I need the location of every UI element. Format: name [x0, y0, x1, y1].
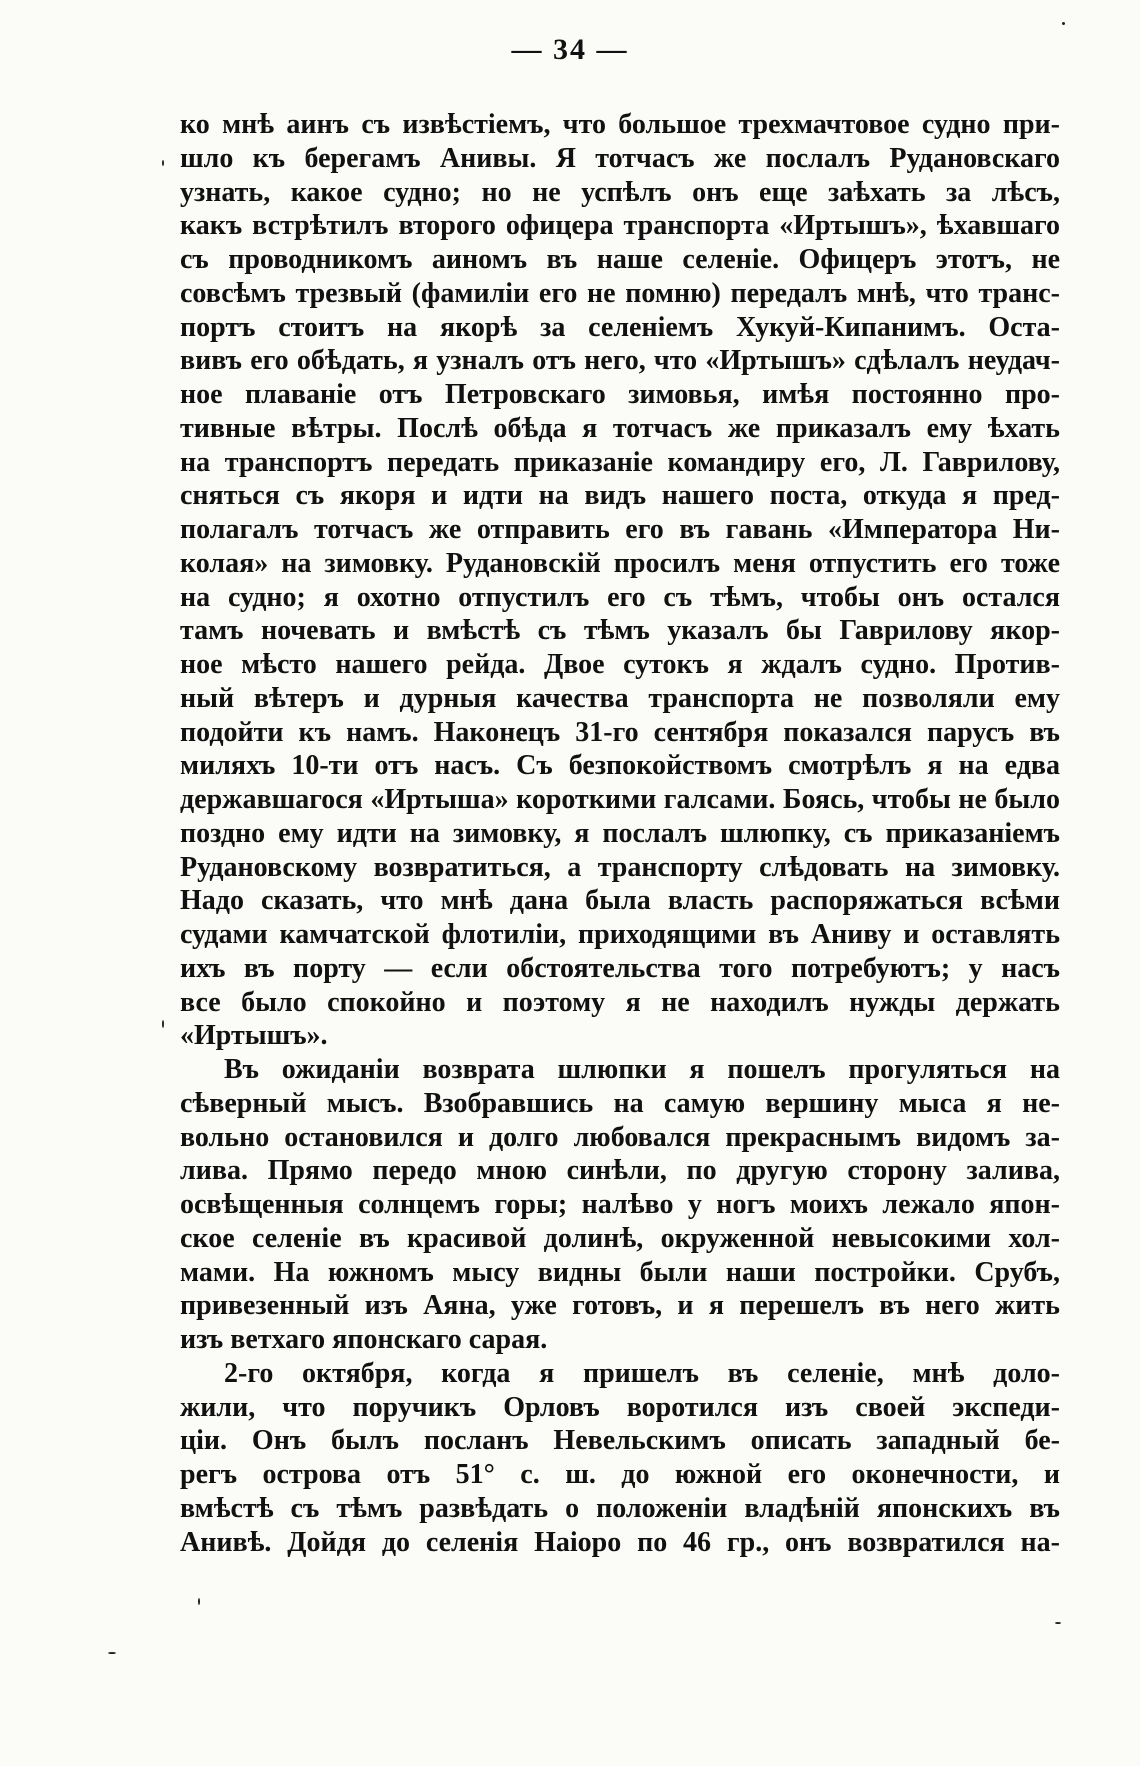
text-line: на судно; я охотно отпустилъ его съ тѣмъ, чтобы онъ остался — [180, 581, 1060, 613]
paragraph-start-line: 2-го октября, когда я пришелъ въ селеніе, мнѣ доло- — [224, 1357, 1060, 1389]
text-line: сняться съ якоря и идти на видъ нашего поста, откуда я пред- — [180, 480, 1060, 512]
scan-speck — [162, 1020, 164, 1028]
text-line: ный вѣтеръ и дурныя качества транспорта не позволяли ему — [180, 682, 1060, 714]
text-line: какъ встрѣтилъ второго офицера транспорта «Иртышъ», ѣхавшаго — [180, 210, 1060, 242]
text-line: ихъ въ порту — если обстоятельства того потребуютъ; у насъ — [180, 952, 1060, 984]
text-line: вольно остановился и долго любовался прекраснымъ видомъ за- — [180, 1121, 1060, 1153]
text-line: Надо сказать, что мнѣ дана была власть распоряжаться всѣми — [180, 885, 1060, 917]
text-line: подойти къ намъ. Наконецъ 31-го сентября показался парусъ въ — [180, 716, 1060, 748]
text-line: ціи. Онъ былъ посланъ Невельскимъ описать западный бе- — [180, 1425, 1060, 1457]
text-line: вивъ его обѣдать, я узналъ отъ него, что «Иртышъ» сдѣлалъ неудач- — [180, 345, 1060, 377]
text-line: шло къ берегамъ Анивы. Я тотчасъ же послалъ Рудановскаго — [180, 142, 1060, 174]
text-line: совсѣмъ трезвый (фамиліи его не помню) передалъ мнѣ, что транс- — [180, 277, 1060, 309]
text-line: на транспортъ передать приказаніе командиру его, Л. Гаврилову, — [180, 446, 1060, 478]
text-line: узнать, какое судно; но не успѣлъ онъ еще заѣхать за лѣсъ, — [180, 176, 1060, 208]
text-line: мами. На южномъ мысу видны были наши постройки. Срубъ, — [180, 1256, 1060, 1288]
text-line: полагалъ тотчасъ же отправить его въ гавань «Императора Ни- — [180, 514, 1060, 545]
text-line: регъ острова отъ 51° с. ш. до южной его оконечности, и — [180, 1459, 1060, 1490]
text-line: тивные вѣтры. Послѣ обѣда я тотчасъ же приказалъ ему ѣхать — [180, 412, 1060, 444]
text-line: ное мѣсто нашего рейда. Двое сутокъ я ждалъ судно. Против- — [180, 649, 1060, 680]
text-line: освѣщенныя солнцемъ горы; налѣво у ногъ моихъ лежало япон- — [180, 1189, 1060, 1220]
text-line: миляхъ 10-ти отъ насъ. Съ безпокойствомъ смотрѣлъ я на едва — [180, 750, 1060, 782]
text-line: сѣверный мысъ. Взобравшись на самую вершину мыса я не- — [180, 1087, 1060, 1119]
text-line: жили, что поручикъ Орловъ воротился изъ своей экспеди- — [180, 1391, 1060, 1423]
scan-speck — [108, 1652, 116, 1654]
text-line: съ проводникомъ аиномъ въ наше селеніе. Офицеръ этотъ, не — [180, 244, 1060, 275]
text-line: колая» на зимовку. Рудановскій просилъ меня отпустить его тоже — [180, 547, 1060, 579]
scan-speck — [198, 1598, 200, 1605]
text-line: все было спокойно и поэтому я не находилъ нужды держать — [180, 986, 1060, 1018]
scan-speck — [1062, 22, 1065, 25]
text-line: ко мнѣ аинъ съ извѣстіемъ, что большое трехмачтовое судно при- — [180, 109, 1060, 140]
text-line: Анивѣ. Дойдя до селенія Наіоро по 46 гр., онъ возвратился на- — [180, 1526, 1060, 1558]
text-line: изъ ветхаго японскаго сарая. — [180, 1324, 548, 1355]
text-line: поздно ему идти на зимовку, я послалъ шлюпку, съ приказаніемъ — [180, 817, 1060, 849]
text-line: ное плаваніе отъ Петровскаго зимовья, имѣя постоянно про- — [180, 379, 1060, 410]
scan-speck — [162, 160, 164, 166]
scan-speck — [1055, 1622, 1061, 1624]
paragraph-start-line: Въ ожиданіи возврата шлюпки я пошелъ прогуляться на — [224, 1054, 1060, 1085]
text-line: привезенный изъ Аяна, уже готовъ, и я перешелъ въ него жить — [180, 1290, 1060, 1322]
text-line: тамъ ночевать и вмѣстѣ съ тѣмъ указалъ бы Гаврилову якор- — [180, 615, 1060, 647]
text-line: портъ стоитъ на якорѣ за селеніемъ Хукуй-Кипанимъ. Оста- — [180, 311, 1060, 343]
page-text — [180, 108, 1060, 1559]
page-number: — 34 — — [511, 33, 629, 66]
text-line: ское селеніе въ красивой долинѣ, окруженной невысокими хол- — [180, 1222, 1060, 1254]
text-line: лива. Прямо передо мною синѣли, по другую сторону залива, — [180, 1155, 1060, 1187]
text-line: вмѣстѣ съ тѣмъ развѣдать о положеніи владѣній японскихъ въ — [180, 1492, 1060, 1524]
text-line: «Иртышъ». — [180, 1020, 328, 1052]
text-line: Рудановскому возвратиться, а транспорту слѣдовать на зимовку. — [180, 851, 1060, 883]
text-line: державшагося «Иртыша» короткими галсами. Боясь, чтобы не было — [180, 784, 1060, 815]
text-line: судами камчатской флотиліи, приходящими въ Аниву и оставлять — [180, 919, 1060, 950]
